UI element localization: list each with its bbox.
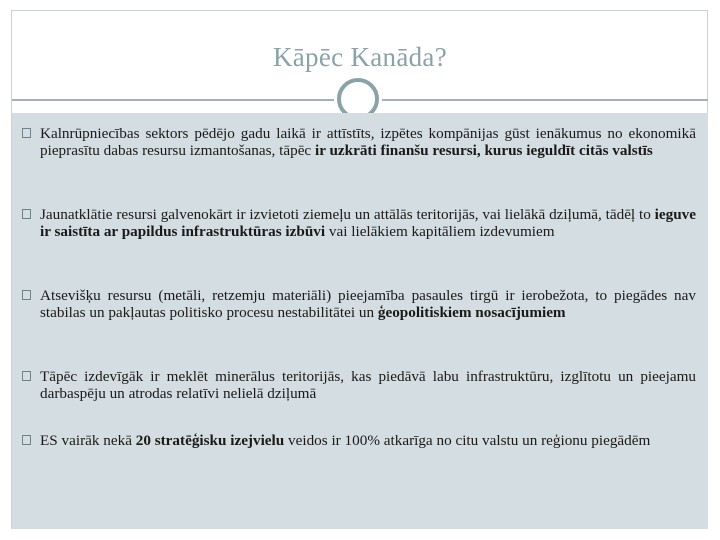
bullet-emphasis: ģeopolitiskiem nosacījumiem — [377, 304, 566, 321]
bullet-text: Atsevišķu resursu (metāli, retzemju materiāli) pieejamība pasaules tirgū ir ierobežota, to piegādes nav stabilas un pakļautas politisko procesu nestabilitātei un ģeopolitiskiem nosacījumiem — [40, 287, 696, 321]
slide-title: Kāpēc Kanāda? — [272, 42, 448, 72]
square-bullet-icon — [22, 209, 31, 219]
bullet-text: ES vairāk nekā 20 stratēģisku izejvielu veidos ir 100% atkarīga no citu valstu un reģionu piegādēm — [40, 432, 651, 449]
bullet-emphasis: ieguve ir saistīta ar papildus infrastruktūras izbūvi — [40, 206, 696, 240]
bullet-text: Jaunatklātie resursi galvenokārt ir izvietoti ziemeļu un attālās teritorijās, vai lielākā dziļumā, tādēļ to ieguve ir saistīta ar papildus infrastruktūras izbūvi vai lielākiem kapitāliem izdevumiem — [40, 206, 696, 240]
bullet-emphasis: ir uzkrāti finanšu resursi, kurus ieguldīt citās valstīs — [314, 142, 653, 159]
square-bullet-icon — [22, 371, 31, 381]
bullet-item — [22, 206, 696, 240]
bullet-item — [22, 125, 696, 159]
bullet-item — [22, 368, 696, 402]
square-bullet-icon — [22, 435, 31, 445]
content-panel — [12, 113, 708, 529]
bullet-item — [22, 432, 696, 449]
square-bullet-icon — [22, 128, 31, 138]
bullet-text: Kalnrūpniecības sektors pēdējo gadu laikā ir attīstīts, izpētes kompānijas gūst ienākumus no ekonomikā pieprasītu dabas resursu izmantošanas, tāpēc ir uzkrāti finanšu resursi, kurus ieguldīt citās valstīs — [40, 125, 696, 159]
bullet-item — [22, 287, 696, 321]
bullet-text: Tāpēc izdevīgāk ir meklēt minerālus teritorijās, kas piedāvā labu infrastruktūru, izglītotu un pieejamu darbaspēju un atrodas relatīvi nelielā dziļumā — [40, 368, 696, 402]
square-bullet-icon — [22, 290, 31, 300]
bullet-emphasis: 20 stratēģisku izejvielu — [135, 432, 285, 449]
